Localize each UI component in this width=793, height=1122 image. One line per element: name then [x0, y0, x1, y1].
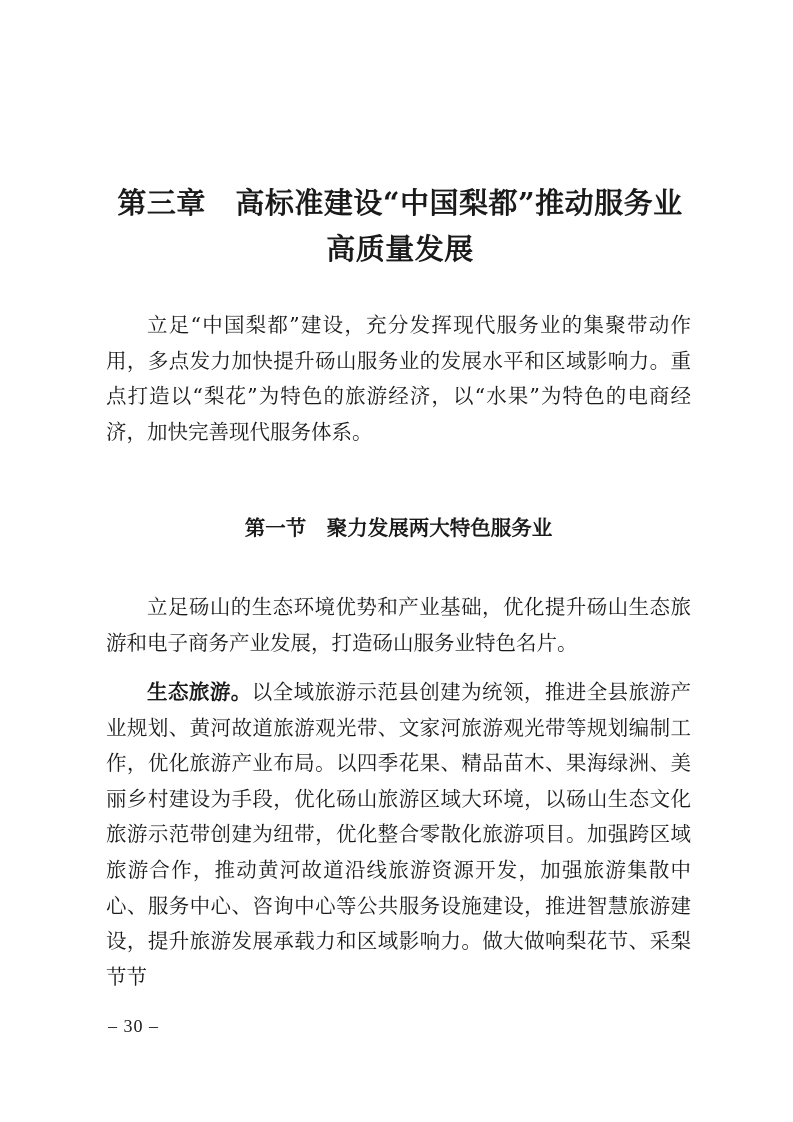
chapter-title: [100, 180, 700, 272]
chapter-title-line-1: 第三章 高标准建设“中国梨都”推动服务业: [117, 186, 683, 220]
section-paragraph-1: 立足砀山的生态环境优势和产业基础，优化提升砀山生态旅游和电子商务产业发展，打造砀山服务业特色名片。: [106, 595, 691, 655]
section-title: 第一节 聚力发展两大特色服务业: [244, 516, 553, 540]
intro-paragraph: 立足“中国梨都”建设，充分发挥现代服务业的集聚带动作用，多点发力加快提升砀山服务业的发展水平和区域影响力。重点打造以“梨花”为特色的旅游经济，以“水果”为特色的电商经济，加快完善现代服务体系。: [106, 313, 691, 444]
paragraph-lead-heading: 生态旅游。: [147, 680, 252, 704]
chapter-title-line-2: 高质量发展: [326, 232, 474, 266]
paragraph-body-text: 以全域旅游示范县创建为统领，推进全县旅游产业规划、黄河故道旅游观光带、文家河旅游观光带等规划编制工作，优化旅游产业布局。以四季花果、精品苗木、果海绿洲、美丽乡村建设为手段，优化砀山旅游区域大环境，以砀山生态文化旅游示范带创建为纽带，优化整合零散化旅游项目。加强跨区域旅游合作，推动黄河故道沿线旅游资源开发，加强旅游集散中心、服务中心、咨询中心等公共服务设施建设，推进智慧旅游建设，提升旅游发展承载力和区域影响力。做大做响梨花节、采梨节节: [106, 680, 692, 989]
page-number: – 30 –: [108, 1016, 159, 1036]
section-paragraph-2: [106, 675, 691, 995]
